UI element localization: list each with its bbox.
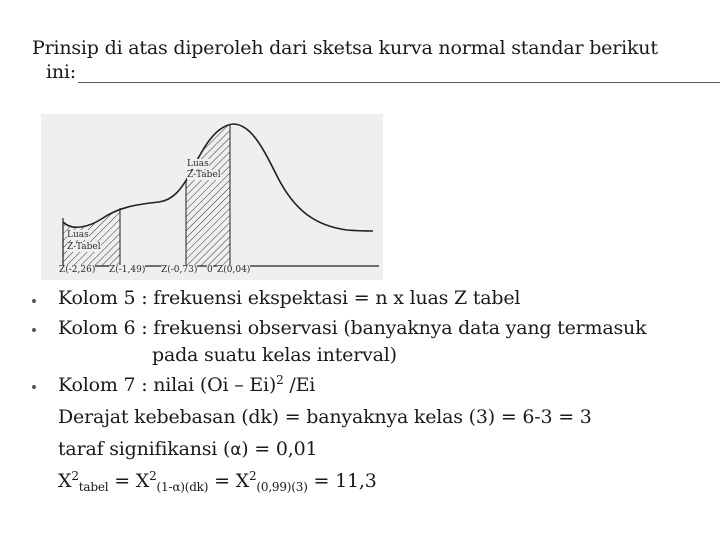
alpha-suffix: ) = 0,01 [241, 438, 318, 460]
tick-zero: 0 [207, 265, 213, 275]
chi-sub2-alpha: α [172, 480, 181, 494]
chi-sub3: (0,99)(3) [256, 480, 308, 494]
normal-curve-svg [41, 114, 383, 280]
tick-z1: Z(-2,26) [59, 265, 96, 275]
chi-square-line [58, 469, 377, 493]
label-luas-left-2: Z-Tabel [67, 242, 101, 252]
chi-sub2a: (1- [156, 480, 173, 494]
chi-sup1: 2 [71, 469, 79, 483]
heading-line-1: Prinsip di atas diperoleh dari sketsa kurva normal standar berikut [32, 37, 658, 59]
chi-sub1: tabel [78, 480, 109, 494]
hatched-area-middle [186, 124, 230, 266]
heading-underline [78, 82, 720, 83]
item3-prefix: Kolom 7 : nilai (Oi – Ei) [58, 374, 277, 396]
bullet-dot-2 [32, 328, 36, 332]
bullet-dot-3 [32, 385, 36, 389]
tick-z2: Z(-1,49) [109, 265, 146, 275]
chi-sup3: 2 [248, 469, 257, 483]
chi-eq2: = X [208, 470, 249, 492]
chi-sub2 [157, 480, 209, 494]
chi-x1: X [58, 470, 72, 492]
normal-curve-figure [41, 114, 383, 280]
item3-suffix: /Ei [283, 374, 316, 396]
bullet-dot-1 [32, 299, 36, 303]
chi-result: = 11,3 [307, 470, 377, 492]
chi-eq1: = X [108, 470, 150, 492]
tick-z4: Z(0,04) [217, 265, 251, 275]
alpha-symbol: α [230, 440, 242, 460]
bullet-item-2-line-1: Kolom 6 : frekuensi observasi (banyaknya data yang termasuk [58, 317, 647, 339]
bullet-item-2-line-2: pada suatu kelas interval) [152, 344, 397, 366]
item3-sup: 2 [276, 373, 284, 387]
chi-sub2b: )(dk) [180, 480, 209, 494]
alpha-line [58, 437, 317, 462]
alpha-prefix: taraf signifikansi ( [58, 438, 231, 460]
heading [32, 36, 692, 84]
bullet-item-3 [58, 373, 315, 397]
tick-z3: Z(-0,73) [161, 265, 198, 275]
chi-sup2: 2 [149, 469, 157, 483]
heading-line-2: ini: [46, 61, 76, 83]
label-luas-mid-1: Luas [187, 159, 209, 169]
label-luas-left-1: Luas [67, 230, 89, 240]
bullet-item-1: Kolom 5 : frekuensi ekspektasi = n x luas Z tabel [58, 287, 521, 309]
dk-line: Derajat kebebasan (dk) = banyaknya kelas (3) = 6-3 = 3 [58, 406, 592, 428]
label-luas-mid-2: Z-Tabel [187, 170, 221, 180]
